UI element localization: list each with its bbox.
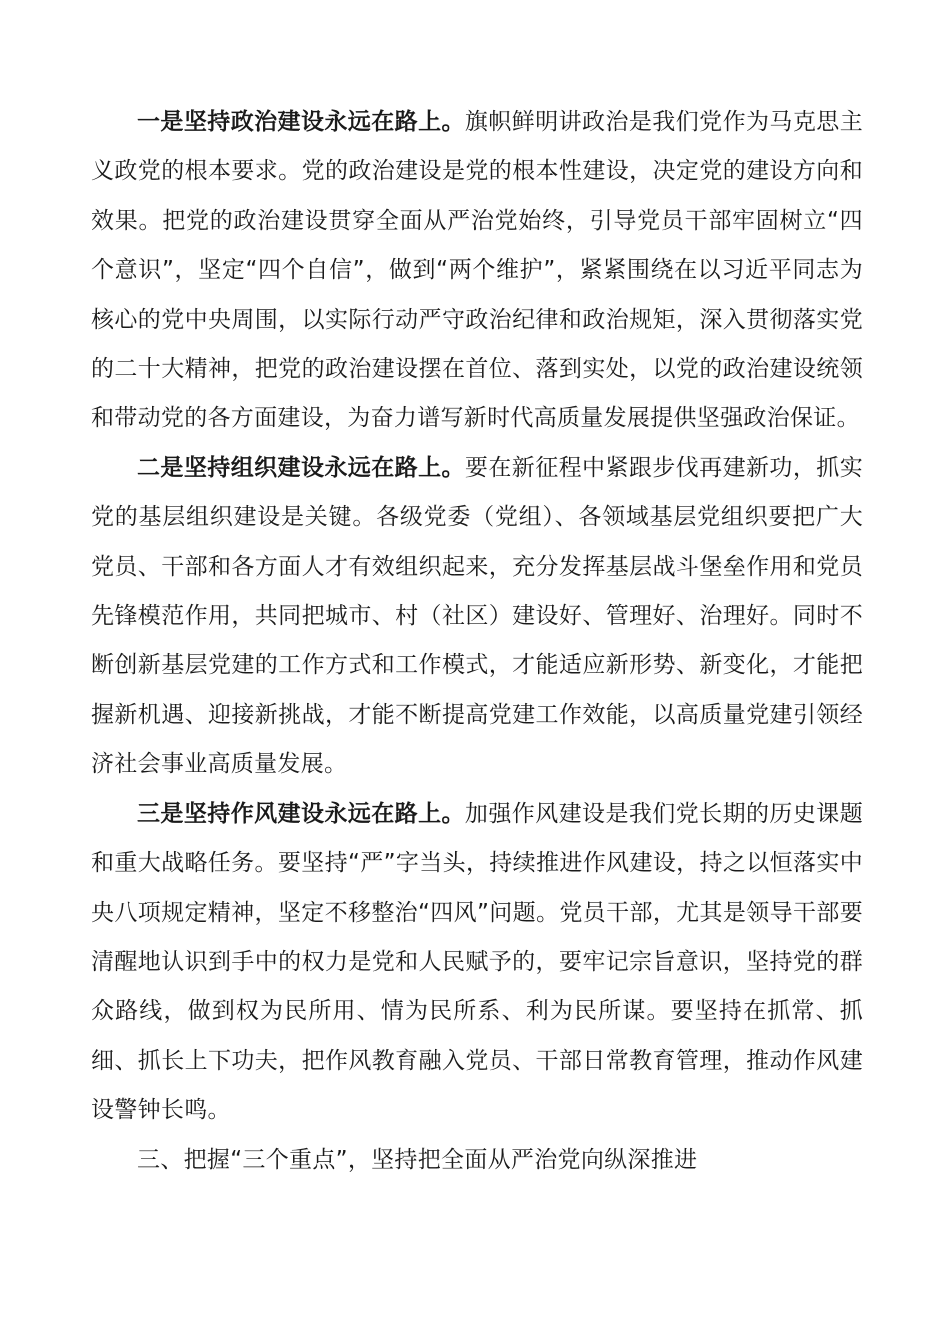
paragraph-text: 加强作风建设是我们党长期的历史课题和重大战略任务。要坚持“严”字当头，持续推进作风建设，持之以恒落实中央八项规定精神，坚定不移整治“四风”问题。党员干部，尤其是领导干部要清醒地认识到手中的权力是党和人民赋予的，要牢记宗旨意识，坚持党的群众路线，做到权为民所用、情为民所系、利为民所谋。要坚持在抓常、抓细、抓长上下功夫，把作风教育融入党员、干部日常教育管理，推动作风建设警钟长鸣。: [91, 800, 863, 1124]
paragraph-style-building: [91, 790, 863, 1136]
paragraph-political-building: [91, 98, 863, 444]
paragraph-organization-building: [91, 444, 863, 790]
section-heading: 三、把握“三个重点”，坚持把全面从严治党向纵深推进: [137, 1146, 698, 1173]
document-body: [91, 98, 863, 1185]
paragraph-text: 旗帜鲜明讲政治是我们党作为马克思主义政党的根本要求。党的政治建设是党的根本性建设，决定党的建设方向和效果。把党的政治建设贯穿全面从严治党始终，引导党员干部牢固树立“四个意识”，坚定“四个自信”，做到“两个维护”，紧紧围绕在以习近平同志为核心的党中央周围，以实际行动严守政治纪律和政治规矩，深入贯彻落实党的二十大精神，把党的政治建设摆在首位、落到实处，以党的政治建设统领和带动党的各方面建设，为奋力谱写新时代高质量发展提供坚强政治保证。: [91, 109, 863, 432]
paragraph-lead: 三是坚持作风建设永远在路上。: [137, 800, 465, 827]
paragraph-lead: 二是坚持组织建设永远在路上。: [137, 454, 465, 481]
paragraph-text: 要在新征程中紧跟步伐再建新功，抓实党的基层组织建设是关键。各级党委（党组）、各领域基层党组织要把广大党员、干部和各方面人才有效组织起来，充分发挥基层战斗堡垒作用和党员先锋模范作用，共同把城市、村（社区）建设好、管理好、治理好。同时不断创新基层党建的工作方式和工作模式，才能适应新形势、新变化，才能把握新机遇、迎接新挑战，才能不断提高党建工作效能，以高质量党建引领经济社会事业高质量发展。: [91, 454, 863, 778]
paragraph-lead: 一是坚持政治建设永远在路上。: [137, 109, 465, 135]
